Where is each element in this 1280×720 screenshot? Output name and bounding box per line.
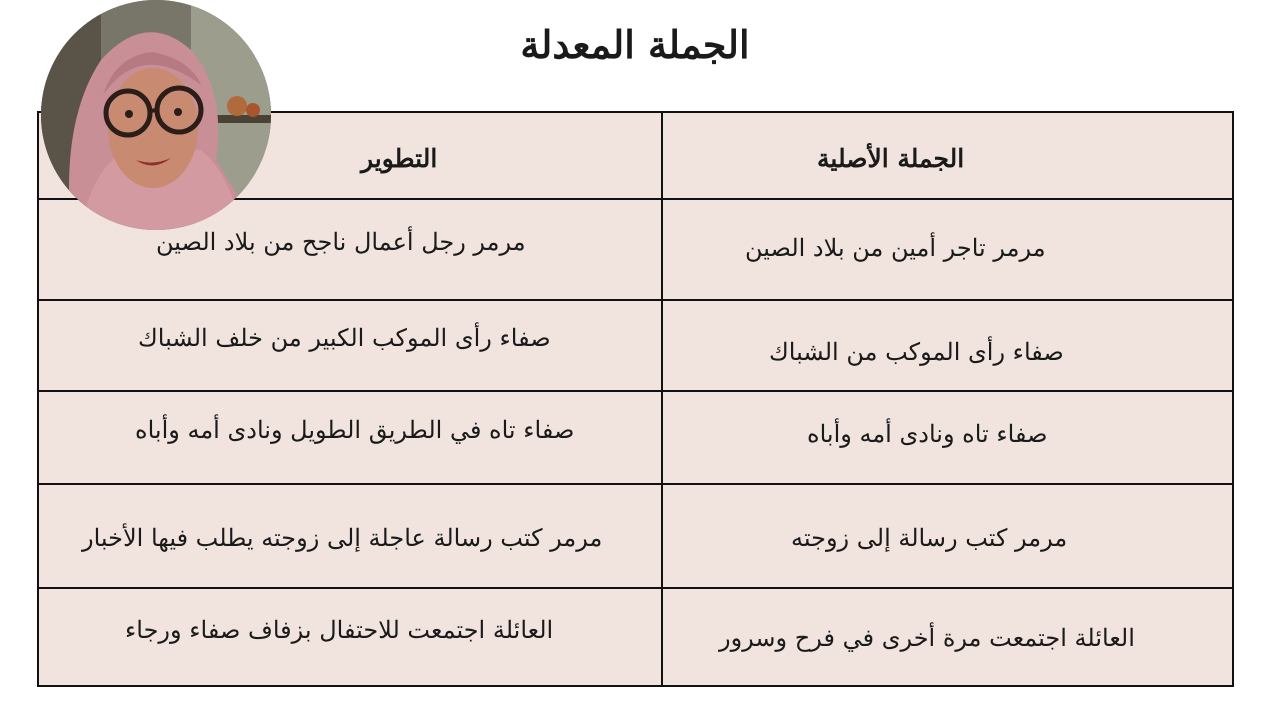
row-divider	[39, 390, 1232, 392]
header-original: الجملة الأصلية	[817, 144, 965, 173]
cell-development-4: مرمر كتب رسالة عاجلة إلى زوجته يطلب فيها الأخبار	[82, 524, 603, 552]
cell-original-2: صفاء رأى الموكب من الشباك	[769, 338, 1064, 366]
row-divider	[39, 483, 1232, 485]
cell-development-3: صفاء تاه في الطريق الطويل ونادى أمه وأباه	[135, 416, 575, 444]
cell-original-1: مرمر تاجر أمين من بلاد الصين	[745, 234, 1046, 262]
presenter-video-frame	[41, 0, 271, 230]
cell-original-3: صفاء تاه ونادى أمه وأباه	[807, 420, 1048, 448]
cell-original-4: مرمر كتب رسالة إلى زوجته	[791, 524, 1068, 552]
cell-development-1: مرمر رجل أعمال ناجح من بلاد الصين	[156, 228, 526, 256]
cell-original-5: العائلة اجتمعت مرة أخرى في فرح وسرور	[719, 624, 1135, 652]
page-title: الجملة المعدلة	[520, 22, 750, 67]
row-divider	[39, 587, 1232, 589]
cell-development-2: صفاء رأى الموكب الكبير من خلف الشباك	[138, 324, 551, 352]
row-divider	[39, 299, 1232, 301]
header-development: التطوير	[361, 144, 438, 173]
presenter-webcam	[41, 0, 271, 230]
cell-development-5: العائلة اجتمعت للاحتفال بزفاف صفاء ورجاء	[125, 616, 554, 644]
